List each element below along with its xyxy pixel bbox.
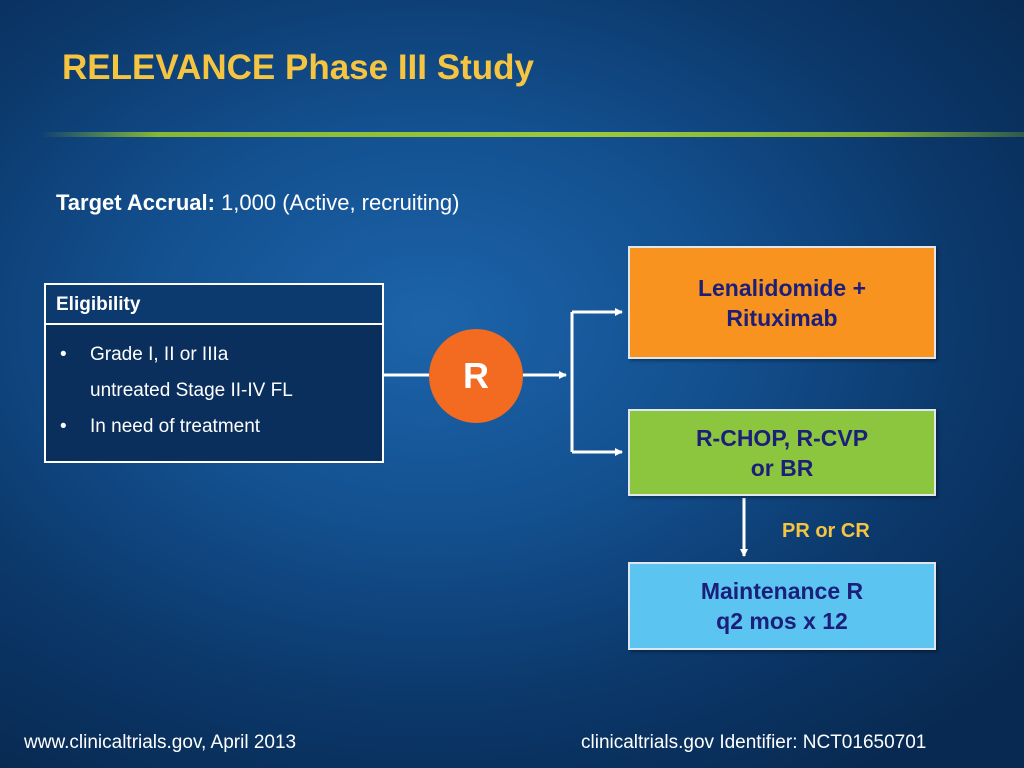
eligibility-list [46,325,382,445]
box-line: Lenalidomide + [697,274,867,301]
eligibility-item [60,409,382,445]
target-accrual [56,190,459,216]
chemo-arm-box [628,409,936,496]
box-line: q2 mos x 12 [716,608,848,634]
eligibility-item-line: Grade I, II or IIIa [90,344,229,365]
eligibility-item [60,337,382,409]
bullet-icon: • [60,416,67,437]
eligibility-item-line: untreated Stage II-IV FL [90,380,293,401]
box-line: R-CHOP, R-CVP [695,424,869,451]
target-accrual-value: 1,000 (Active, recruiting) [214,190,460,215]
randomization-circle: R [429,329,523,423]
footer-source: www.clinicaltrials.gov, April 2013 [24,732,297,753]
response-label: PR or CR [782,520,870,542]
lenalidomide-rituximab-box [628,246,936,359]
slide-title: RELEVANCE Phase III Study [62,48,534,87]
eligibility-header: Eligibility [46,285,382,325]
eligibility-box [44,283,384,463]
box-line: or BR [750,454,814,481]
title-divider [40,132,1024,137]
eligibility-item-line: In need of treatment [90,416,261,437]
footer-identifier: clinicaltrials.gov Identifier: NCT01650701 [581,732,927,753]
box-line: Rituximab [726,304,838,331]
target-accrual-label: Target Accrual: [56,190,215,215]
box-line: Maintenance R [700,578,864,604]
maintenance-box [628,562,936,650]
bullet-icon: • [60,344,67,365]
